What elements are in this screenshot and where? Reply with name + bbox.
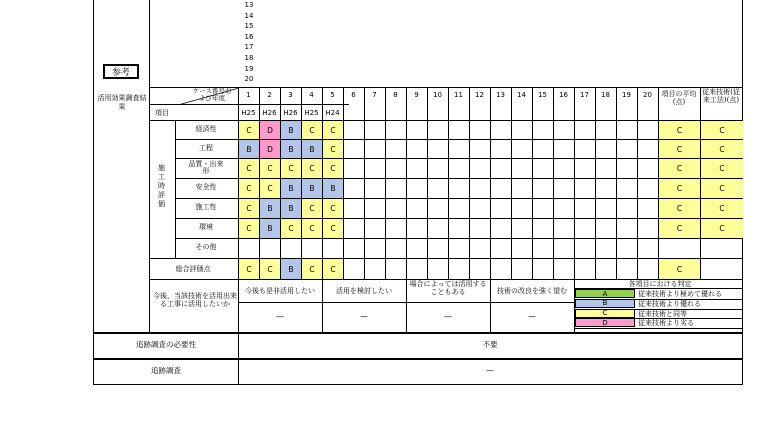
grid-line (406, 279, 407, 332)
legend-swatch-a: A (575, 289, 635, 298)
year-label: H26 (283, 109, 298, 117)
grid-line (469, 87, 470, 279)
row-number: 13 (244, 1, 254, 9)
avg-cell: C (659, 199, 700, 218)
conventional-cell: C (701, 219, 743, 238)
overall-grade-cell: C (323, 259, 343, 279)
case-number: 18 (601, 91, 610, 99)
row-label: 環境 (199, 223, 213, 231)
grade-cell: C (239, 159, 259, 178)
grade-cell: C (302, 121, 322, 139)
case-number: 19 (622, 91, 631, 99)
grid-line (238, 332, 239, 385)
row-label: 安全性 (195, 183, 217, 191)
grade-cell: B (323, 179, 343, 198)
grade-cell: C (260, 159, 280, 178)
grade-cell: C (260, 179, 280, 198)
followup-need-label: 追跡調査の必要性 (136, 340, 196, 349)
conventional-label: 従来技術(従来工法)(点) (702, 88, 740, 104)
future-use-value: — (444, 312, 452, 321)
grid-line (238, 104, 349, 105)
case-number: 3 (288, 91, 293, 99)
case-number: 1 (246, 91, 251, 99)
grade-cell: C (323, 219, 343, 238)
legend-swatch-d: D (575, 318, 635, 327)
avg-cell: C (659, 179, 700, 198)
grid-line (616, 87, 617, 279)
case-number: 16 (559, 91, 568, 99)
grade-cell: C (239, 121, 259, 139)
grid-line (385, 87, 386, 279)
row-number: 14 (244, 11, 254, 20)
grid-line (175, 238, 743, 239)
legend-title: 各項目における判定 (628, 280, 692, 288)
overall-label: 総合評価点 (175, 265, 211, 273)
legend-text: 従来技術より劣る (638, 319, 694, 328)
case-number: 11 (454, 91, 463, 99)
conventional-cell: C (701, 159, 743, 178)
grid-line (532, 87, 533, 279)
grade-cell: C (302, 199, 322, 218)
case-number: 17 (580, 91, 589, 99)
case-number: 12 (475, 91, 484, 99)
row-label: 工程 (199, 143, 213, 152)
legend-swatch-b: B (575, 299, 635, 308)
conventional-cell: C (701, 140, 743, 158)
row-label: 品質・出来形 (188, 160, 224, 175)
case-number: 15 (538, 91, 547, 99)
grade-cell: C (281, 159, 301, 178)
grade-cell: D (260, 121, 280, 139)
grid-line (427, 87, 428, 279)
grid-line (511, 87, 512, 279)
year-label: H24 (325, 109, 340, 117)
grid-line (490, 279, 491, 332)
conventional-cell: C (701, 199, 743, 218)
row-label: 施工性 (195, 203, 217, 211)
year-label: H25 (304, 109, 319, 117)
future-use-option: 場合によっては活用することもある (409, 280, 487, 296)
grade-cell: C (323, 199, 343, 218)
grid-line (490, 87, 491, 279)
grid-line (93, 358, 743, 360)
grid-line (364, 87, 365, 279)
avg-label: 項目の平均(点) (661, 90, 697, 106)
case-label: ケース番号および年度 (192, 87, 232, 102)
case-number: 9 (414, 91, 419, 99)
followup-value: — (486, 366, 494, 375)
case-number: 14 (517, 91, 526, 99)
grid-line (238, 279, 239, 332)
grid-line (406, 87, 407, 279)
future-use-option: 活用を検討したい (336, 287, 392, 295)
grid-line (574, 87, 575, 279)
case-number: 7 (372, 91, 377, 99)
row-label: その他 (195, 243, 217, 251)
year-label: H25 (241, 109, 256, 117)
grade-cell: B (239, 140, 259, 158)
conventional-cell: C (701, 179, 743, 198)
grade-cell: B (281, 121, 301, 139)
future-use-question: 今後、当該技術を活用出来る工事に活用したいか (153, 292, 237, 308)
year-label: H26 (262, 109, 277, 117)
grid-line (448, 87, 449, 279)
case-number: 2 (267, 91, 272, 99)
case-number: 4 (309, 91, 314, 99)
case-number: 13 (496, 91, 505, 99)
item-label: 項目 (155, 109, 169, 117)
grade-cell: C (239, 199, 259, 218)
grid-line (553, 87, 554, 279)
grade-cell: B (302, 140, 322, 158)
grid-line (93, 384, 743, 385)
avg-cell: C (659, 219, 700, 238)
grade-cell: C (302, 219, 322, 238)
future-use-value: — (528, 312, 536, 321)
row-label: 経済性 (195, 124, 217, 133)
conventional-cell: C (701, 121, 743, 139)
grade-cell: C (239, 179, 259, 198)
legend-swatch-c: C (575, 309, 635, 318)
avg-cell: C (659, 140, 700, 158)
grade-cell: B (302, 179, 322, 198)
row-number: 17 (244, 43, 254, 52)
avg-cell: C (659, 159, 700, 178)
legend-text: 従来技術より極めて優れる (638, 290, 722, 298)
overall-avg-cell: C (659, 259, 700, 279)
future-use-option: 技術の改良を強く望む (497, 287, 567, 295)
grid-line (343, 87, 344, 279)
row-number: 20 (244, 75, 254, 84)
grade-cell: B (281, 199, 301, 218)
grid-line (322, 279, 323, 332)
overall-grade-cell: C (239, 259, 259, 279)
grid-line (93, 0, 94, 385)
future-use-value: — (276, 312, 284, 321)
followup-need-value: 不要 (482, 340, 498, 349)
construction-eval-label: 施工時評価 (158, 164, 165, 208)
case-number: 10 (433, 91, 442, 99)
grid-line (637, 87, 638, 279)
followup-label: 追跡調査 (151, 366, 181, 375)
grade-cell: C (239, 219, 259, 238)
grid-line (93, 332, 743, 334)
row-number: 16 (244, 32, 254, 41)
overall-grade-cell: B (281, 259, 301, 279)
grid-line (595, 87, 596, 279)
legend-text: 従来技術と同等 (638, 309, 687, 318)
case-number: 20 (643, 91, 652, 99)
future-use-option: 今後も是非活用したい (245, 287, 315, 295)
grade-cell: B (281, 140, 301, 158)
future-use-value: — (360, 312, 368, 321)
reference-box: 参考 (103, 64, 139, 79)
grid-line (149, 87, 150, 332)
overall-grade-cell: C (302, 259, 322, 279)
grade-cell: D (260, 140, 280, 158)
grade-cell: B (260, 219, 280, 238)
grade-cell: C (323, 159, 343, 178)
grid-line (574, 328, 743, 329)
grade-cell: C (323, 121, 343, 139)
row-number: 19 (244, 64, 254, 73)
grid-line (149, 0, 150, 87)
grade-cell: C (323, 140, 343, 158)
avg-cell: C (659, 121, 700, 139)
grade-cell: B (260, 199, 280, 218)
grid-line (238, 302, 574, 303)
legend-text: 従来技術より優れる (638, 299, 701, 308)
case-number: 8 (393, 91, 398, 99)
grade-cell: B (281, 179, 301, 198)
overall-grade-cell: C (260, 259, 280, 279)
case-number: 6 (351, 91, 356, 99)
row-number: 15 (244, 22, 254, 31)
section-label: 活用効果調査結果 (97, 94, 147, 111)
row-number: 18 (244, 54, 254, 62)
grade-cell: C (302, 159, 322, 178)
grade-cell: C (281, 219, 301, 238)
case-number: 5 (330, 91, 335, 99)
